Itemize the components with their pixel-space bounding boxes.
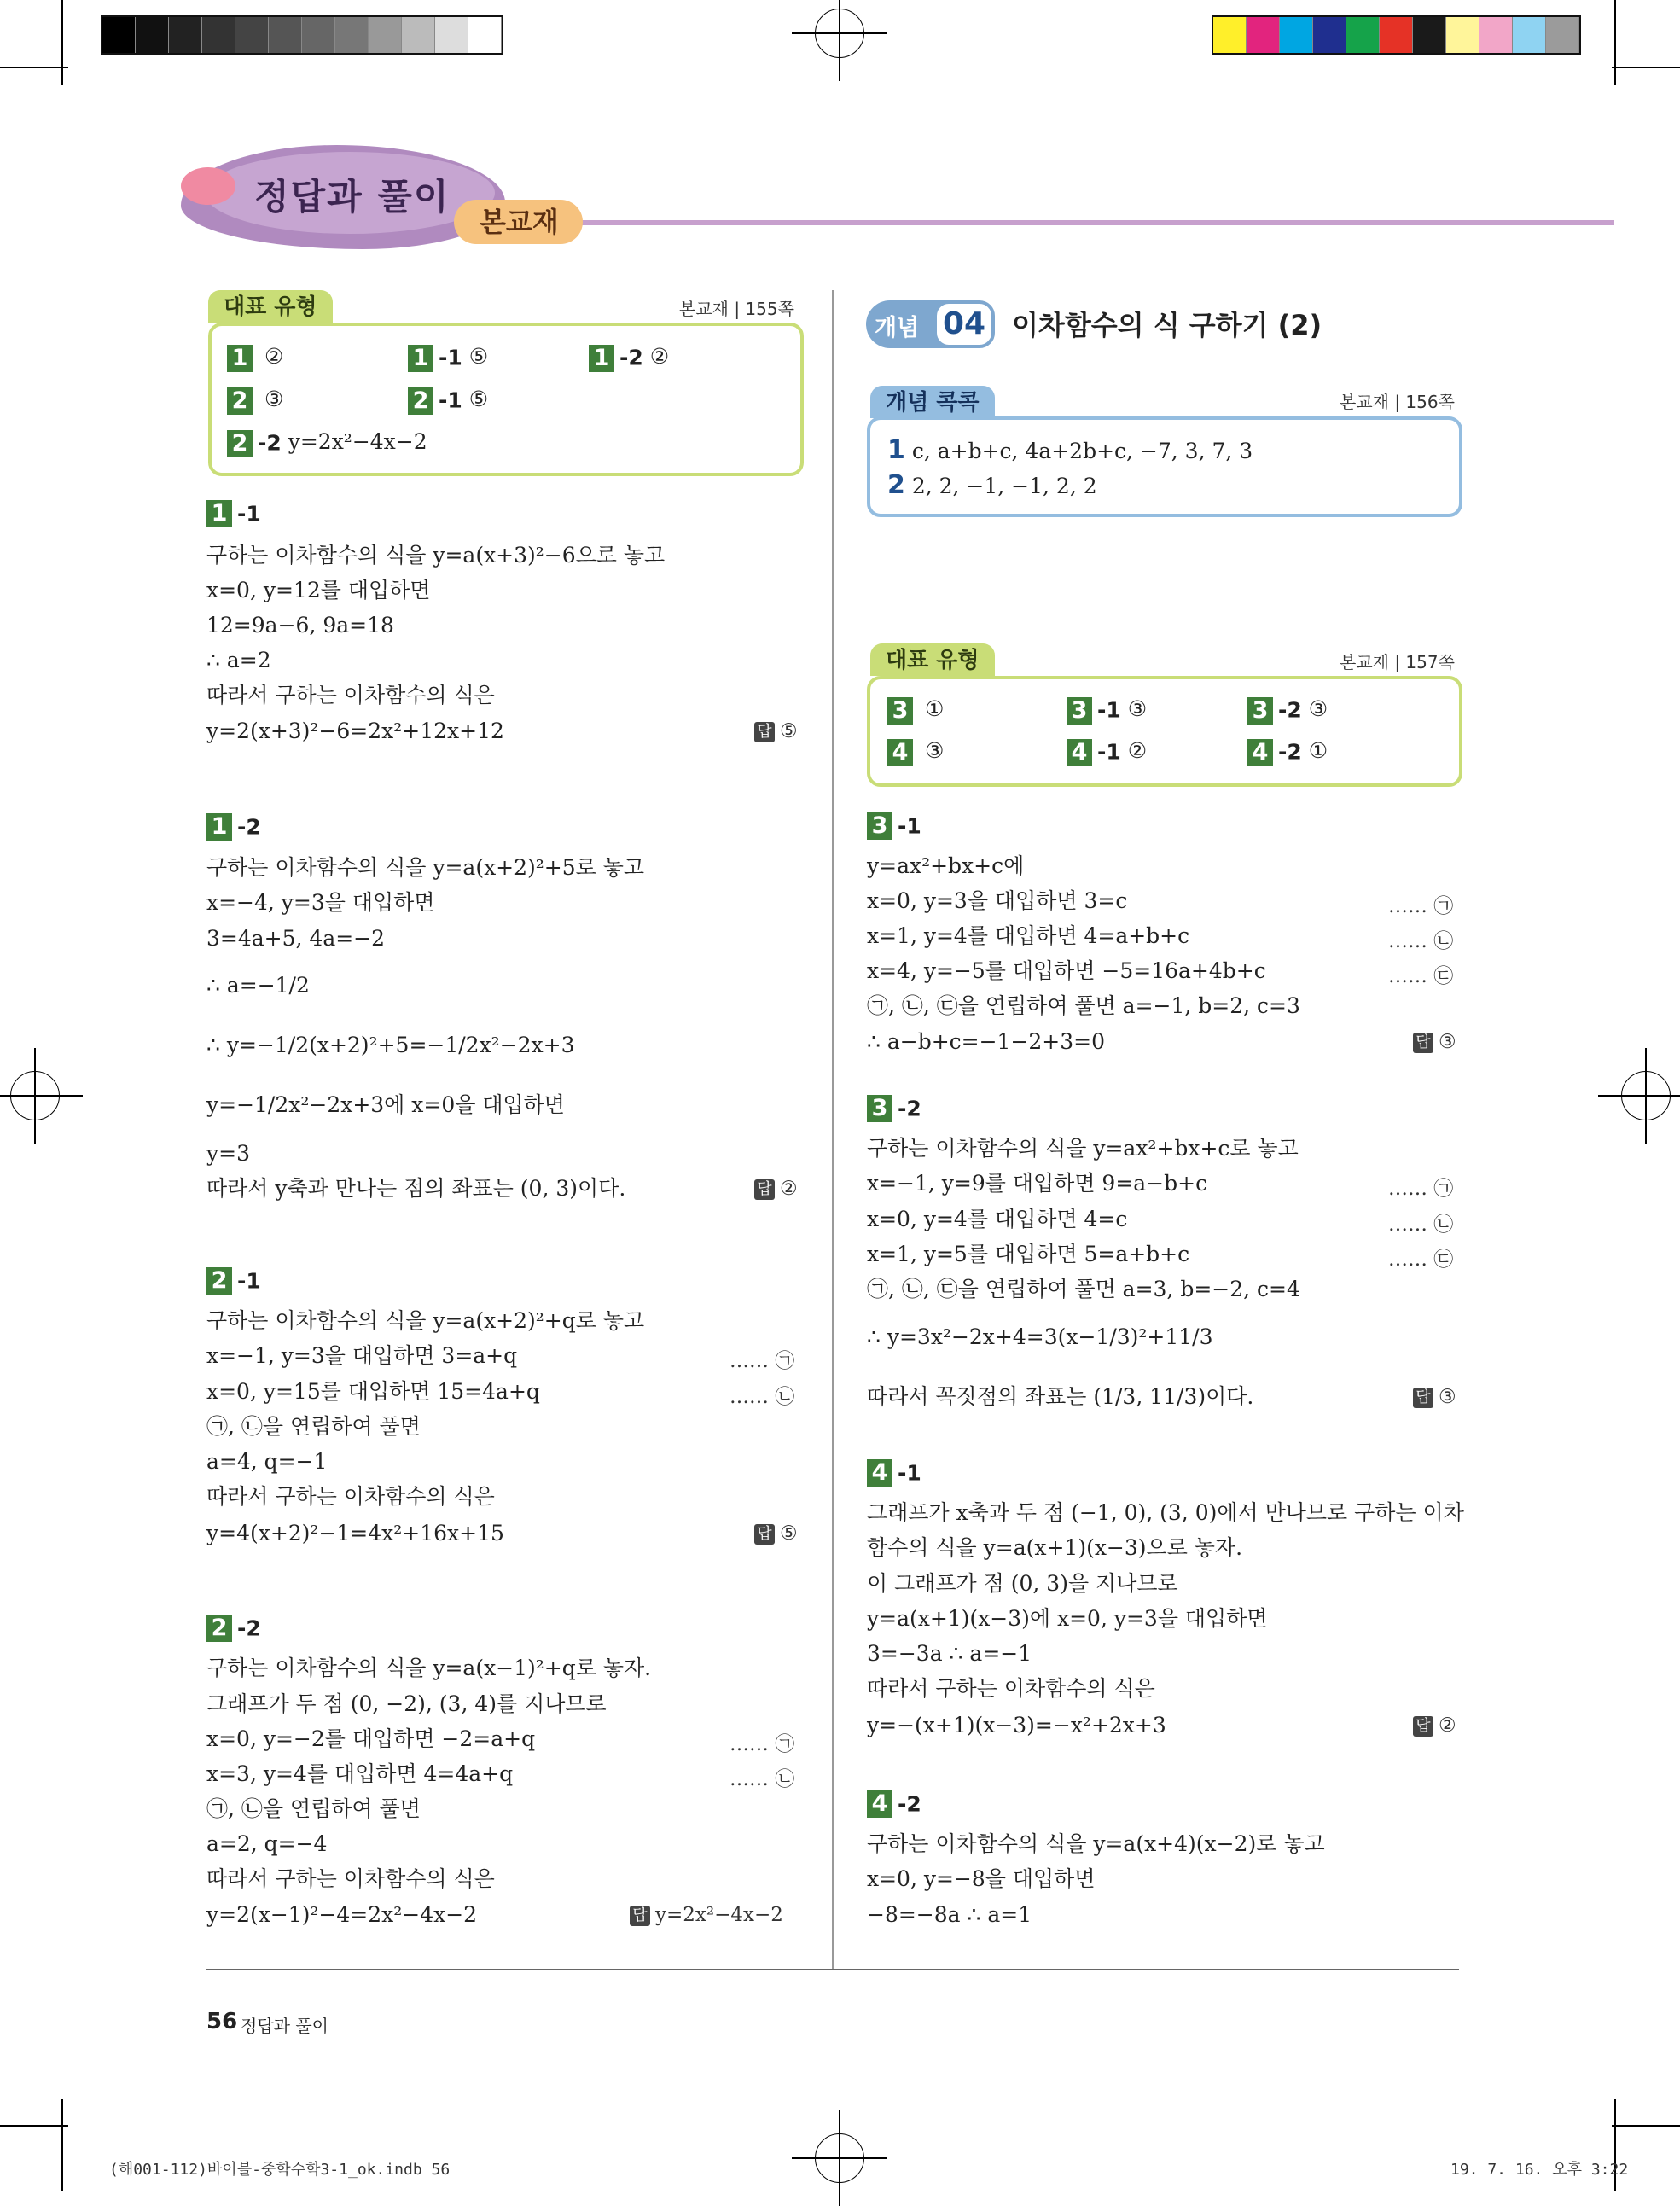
page-reference: 본교재 | 156쪽 (1340, 392, 1455, 412)
equation-tag: …… ㉡ (1388, 1214, 1454, 1236)
solution-heading: 4 -2 (867, 1790, 921, 1818)
solution-line: 따라서 구하는 이차함수의 식은 (206, 1866, 495, 1891)
equation-tag: …… ㉠ (730, 1733, 795, 1755)
answer-item: 3 ① (887, 694, 944, 726)
solution-line: ㉠, ㉡을 연립하여 풀면 (206, 1414, 421, 1439)
solution-line: 구하는 이차함수의 식을 y=a(x+3)²−6으로 놓고 (206, 543, 666, 568)
solution-heading: 1 -2 (206, 813, 261, 841)
grayscale-color-bar (101, 15, 503, 55)
solution-line: 따라서 구하는 이차함수의 식은 (206, 683, 495, 707)
crop-mark (61, 2099, 63, 2191)
solution-line: x=0, y=4를 대입하면 4=c (867, 1207, 1128, 1231)
answer-mark: 답 y=2x²−4x−2 (630, 1904, 783, 1926)
solution-line: a=2, q=−4 (206, 1831, 328, 1856)
solution-line: x=−1, y=3을 대입하면 3=a+q (206, 1343, 518, 1368)
page-reference: 본교재 | 157쪽 (1340, 652, 1455, 672)
solution-line: x=−4, y=3을 대입하면 (206, 890, 435, 915)
footer-rule (206, 1969, 1459, 1970)
solution-line: x=0, y=3을 대입하면 3=c (867, 888, 1128, 913)
answer-item: 1 -2 ② (589, 341, 669, 374)
page-number: 56 (206, 2009, 238, 2034)
solution-line: x=1, y=4를 대입하면 4=a+b+c (867, 923, 1190, 948)
equation-tag: …… ㉡ (730, 1768, 795, 1790)
crop-mark (1612, 2125, 1680, 2127)
solution-line: 따라서 구하는 이차함수의 식은 (206, 1484, 495, 1509)
answer-item: 4 -2 ① (1247, 736, 1328, 768)
solution-line: 따라서 꼭짓점의 좌표는 (1/3, 11/3)이다. (867, 1384, 1254, 1409)
solution-line: ∴ y=−1/2(x+2)²+5=−1/2x²−2x+3 (206, 1033, 575, 1057)
concept-title: 이차함수의 식 구하기 (2) (1012, 309, 1322, 341)
answer-mark: 답 ⑤ (754, 720, 798, 742)
solution-line: ㉠, ㉡, ㉢을 연립하여 풀면 a=3, b=−2, c=4 (867, 1277, 1300, 1301)
solution-line: a=4, q=−1 (206, 1449, 328, 1474)
solution-line: 따라서 구하는 이차함수의 식은 (867, 1676, 1155, 1701)
solution-line: x=−1, y=9를 대입하면 9=a−b+c (867, 1171, 1208, 1196)
solution-line: 이 그래프가 점 (0, 3)을 지나므로 (867, 1571, 1178, 1596)
equation-tag: …… ㉠ (1388, 895, 1454, 917)
page-reference: 본교재 | 155쪽 (679, 299, 794, 319)
solution-line: y=a(x+1)(x−3)에 x=0, y=3을 대입하면 (867, 1606, 1268, 1631)
solution-line: x=4, y=−5를 대입하면 −5=16a+4b+c (867, 958, 1266, 983)
registration-target (815, 9, 864, 58)
solution-heading: 3 -1 (867, 812, 921, 840)
crop-mark (1614, 0, 1616, 85)
solution-line: x=0, y=15를 대입하면 15=4a+q (206, 1379, 540, 1404)
rep-type-tab: 대표 유형 (870, 643, 995, 676)
answer-mark: 답 ② (754, 1178, 798, 1200)
solution-line: ∴ a−b+c=−1−2+3=0 (867, 1029, 1106, 1054)
solution-line: 구하는 이차함수의 식을 y=a(x+4)(x−2)로 놓고 (867, 1831, 1325, 1856)
solution-line: y=2(x−1)²−4=2x²−4x−2 (206, 1902, 478, 1927)
solution-line: ㉠, ㉡, ㉢을 연립하여 풀면 a=−1, b=2, c=3 (867, 993, 1300, 1018)
print-timestamp: 19. 7. 16. 오후 3:22 (1450, 2161, 1629, 2179)
equation-tag: …… ㉢ (1388, 1249, 1454, 1271)
answer-item: 3 -2 ③ (1247, 694, 1328, 726)
solution-line: x=3, y=4를 대입하면 4=4a+q (206, 1761, 514, 1786)
process-color-bar (1212, 15, 1581, 55)
registration-target (1621, 1071, 1671, 1120)
rep-type-tab: 대표 유형 (208, 290, 333, 323)
solution-line: ㉠, ㉡을 연립하여 풀면 (206, 1796, 421, 1821)
answer-summary-box (867, 676, 1462, 787)
answer-mark: 답 ③ (1413, 1386, 1456, 1408)
textbook-pill: 본교재 (454, 200, 583, 244)
equation-tag: …… ㉠ (1388, 1178, 1454, 1200)
solution-heading: 3 -2 (867, 1095, 921, 1122)
equation-tag: …… ㉢ (1388, 965, 1454, 987)
header-rule (444, 220, 1614, 225)
answer-item: 3 -1 ③ (1067, 694, 1147, 726)
solution-heading: 4 -1 (867, 1459, 921, 1487)
answer-item: 2 ③ (227, 384, 283, 416)
footer-label: 정답과 풀이 (241, 2016, 328, 2036)
solution-line: x=0, y=12를 대입하면 (206, 578, 431, 602)
equation-tag: …… ㉡ (730, 1386, 795, 1408)
solution-heading: 2 -2 (206, 1615, 261, 1642)
solution-line: 구하는 이차함수의 식을 y=a(x+2)²+5로 놓고 (206, 855, 645, 880)
registration-target (10, 1071, 60, 1120)
equation-tag: …… ㉡ (1388, 930, 1454, 952)
solution-line: ∴ y=3x²−2x+4=3(x−1/3)²+11/3 (867, 1324, 1213, 1349)
answer-item: 1 -1 ⑤ (408, 341, 488, 374)
solution-line: ∴ a=2 (206, 648, 271, 672)
answer-item: 2 -2 y=2x²−4x−2 (227, 427, 427, 459)
solution-line: 3=4a+5, 4a=−2 (206, 926, 386, 951)
solution-line: y=ax²+bx+c에 (867, 853, 1025, 878)
concept-label: 개념 (875, 315, 920, 341)
solution-line: 함수의 식을 y=a(x+1)(x−3)으로 놓자. (867, 1535, 1243, 1560)
solution-line: 구하는 이차함수의 식을 y=ax²+bx+c로 놓고 (867, 1136, 1299, 1161)
equation-tag: …… ㉠ (730, 1350, 795, 1372)
column-divider (832, 290, 834, 1970)
answer-mark: 답 ② (1413, 1714, 1456, 1737)
solution-heading: 2 -1 (206, 1267, 261, 1295)
solution-line: y=−1/2x²−2x+3에 x=0을 대입하면 (206, 1092, 565, 1117)
solution-line: 3=−3a ∴ a=−1 (867, 1641, 1032, 1666)
crop-mark (61, 0, 63, 85)
solution-line: 그래프가 x축과 두 점 (−1, 0), (3, 0)에서 만나므로 구하는 이차 (867, 1500, 1464, 1525)
print-slug: (해001-112)바이블-중학수학3-1_ok.indb 56 (109, 2161, 451, 2179)
crop-mark (1612, 67, 1680, 68)
concept-check-box (867, 416, 1462, 517)
solution-line: −8=−8a ∴ a=1 (867, 1902, 1032, 1927)
concept-check-row: 2 2, 2, −1, −1, 2, 2 (887, 470, 1097, 500)
solution-line: 따라서 y축과 만나는 점의 좌표는 (0, 3)이다. (206, 1176, 626, 1201)
registration-target (815, 2133, 864, 2183)
fish-mascot-icon (181, 167, 235, 205)
solution-line: 그래프가 두 점 (0, −2), (3, 4)를 지나므로 (206, 1691, 607, 1716)
solution-line: y=3 (206, 1141, 250, 1166)
answer-item: 4 ③ (887, 736, 944, 768)
answer-item: 4 -1 ② (1067, 736, 1147, 768)
solution-line: ∴ a=−1/2 (206, 973, 310, 998)
solution-line: 구하는 이차함수의 식을 y=a(x+2)²+q로 놓고 (206, 1308, 645, 1333)
answer-mark: 답 ③ (1413, 1031, 1456, 1053)
answer-item: 1 ② (227, 341, 283, 374)
crop-mark (0, 67, 68, 68)
solution-heading: 1 -1 (206, 500, 261, 527)
concept-check-row: 1 c, a+b+c, 4a+2b+c, −7, 3, 7, 3 (887, 435, 1253, 465)
solution-line: x=1, y=5를 대입하면 5=a+b+c (867, 1242, 1190, 1266)
answer-mark: 답 ⑤ (754, 1522, 798, 1545)
solution-line: y=−(x+1)(x−3)=−x²+2x+3 (867, 1713, 1166, 1737)
solution-line: 12=9a−6, 9a=18 (206, 613, 394, 637)
solution-line: x=0, y=−8을 대입하면 (867, 1866, 1096, 1891)
page-title: 정답과 풀이 (254, 176, 451, 218)
answer-item: 2 -1 ⑤ (408, 384, 488, 416)
crop-mark (0, 2125, 68, 2127)
solution-line: 구하는 이차함수의 식을 y=a(x−1)²+q로 놓자. (206, 1656, 652, 1680)
solution-line: x=0, y=−2를 대입하면 −2=a+q (206, 1726, 536, 1751)
concept-number: 04 (933, 300, 995, 348)
solution-line: y=4(x+2)²−1=4x²+16x+15 (206, 1521, 504, 1545)
solution-line: y=2(x+3)²−6=2x²+12x+12 (206, 719, 504, 743)
concept-check-tab: 개념 콕콕 (870, 386, 995, 418)
